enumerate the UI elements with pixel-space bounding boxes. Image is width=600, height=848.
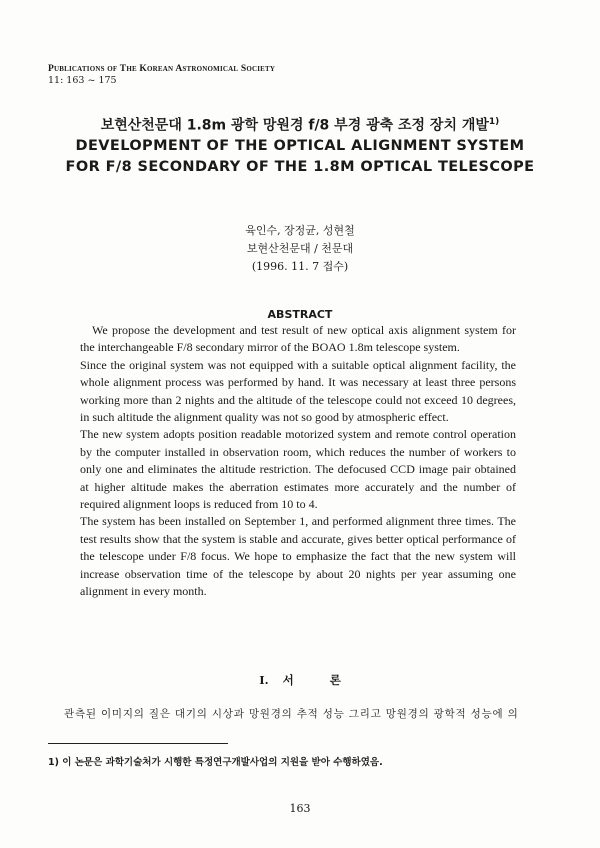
page-number: 163 bbox=[289, 802, 311, 815]
section-title-word1: 서 bbox=[282, 673, 294, 687]
section-title-word2: 론 bbox=[329, 673, 341, 687]
author-names: 육인수, 장정균, 성현철 bbox=[245, 224, 355, 237]
korean-title bbox=[60, 112, 540, 136]
abstract-paragraph: The new system adopts position readable motorized system and remote control operation by the computer installed in observation room, which reduces the number of workers to only one and eliminates the altitude restriction. The defocused CCD image pair obtained at higher altitude makes the aberration estimates more accurately and the number of required alignment loops is reduced from 10 to 4. bbox=[80, 427, 516, 512]
footnote: 1) 이 논문은 과학기술처가 시행한 특정연구개발사업의 지원을 받아 수행하였음. bbox=[48, 757, 383, 768]
abstract-heading: ABSTRACT bbox=[267, 308, 333, 321]
section-heading bbox=[0, 672, 600, 688]
journal-pages: 11: 163 ~ 175 bbox=[48, 75, 117, 86]
korean-title-text: 보현산천문대 1.8m 광학 망원경 f/8 부경 광축 조정 장치 개발 bbox=[100, 117, 489, 134]
body-paragraph: 관측된 이미지의 질은 대기의 시상과 망원경의 추적 성능 그리고 망원경의 광학적 성능에 의 bbox=[64, 708, 519, 720]
english-title-line1: DEVELOPMENT OF THE OPTICAL ALIGNMENT SYSTEM bbox=[75, 137, 525, 154]
received-date: (1996. 11. 7 접수) bbox=[251, 260, 349, 273]
journal-name: Publications of The Korean Astronomical Society bbox=[48, 64, 276, 74]
paper-title bbox=[60, 112, 540, 178]
journal-header bbox=[48, 64, 275, 86]
author-affiliation: 보현산천문대 / 천문대 bbox=[246, 242, 354, 255]
abstract-paragraph: We propose the development and test result of new optical axis alignment system for the interchangeable F/8 secondary mirror of the BOAO 1.8m telescope system. bbox=[80, 323, 516, 355]
english-title-line2: FOR F/8 SECONDARY OF THE 1.8M OPTICAL TELESCOPE bbox=[65, 158, 535, 175]
abstract-body bbox=[80, 322, 516, 601]
title-footnote-mark: 1) bbox=[488, 117, 500, 127]
section-number: I. bbox=[259, 673, 269, 687]
footnote-divider bbox=[48, 743, 228, 744]
abstract-paragraph: The system has been installed on September 1, and performed alignment three times. The test results show that the system is stable and accurate, gives better optical performance of the telescope under F/8 focus. We hope to emphasize the fact that the new system will increase observation time of the telescope by about 20 nights per year assuming one alignment in every month. bbox=[80, 514, 516, 599]
author-block bbox=[0, 222, 600, 276]
abstract-paragraph: Since the original system was not equipped with a suitable optical alignment facility, the whole alignment process was performed by hand. It was necessary at least three persons working more than 2 nights and the altitude of the telescope could not exceed 10 degrees, in such altitude the alignment quality was not so good by atmospheric effect. bbox=[80, 357, 516, 425]
